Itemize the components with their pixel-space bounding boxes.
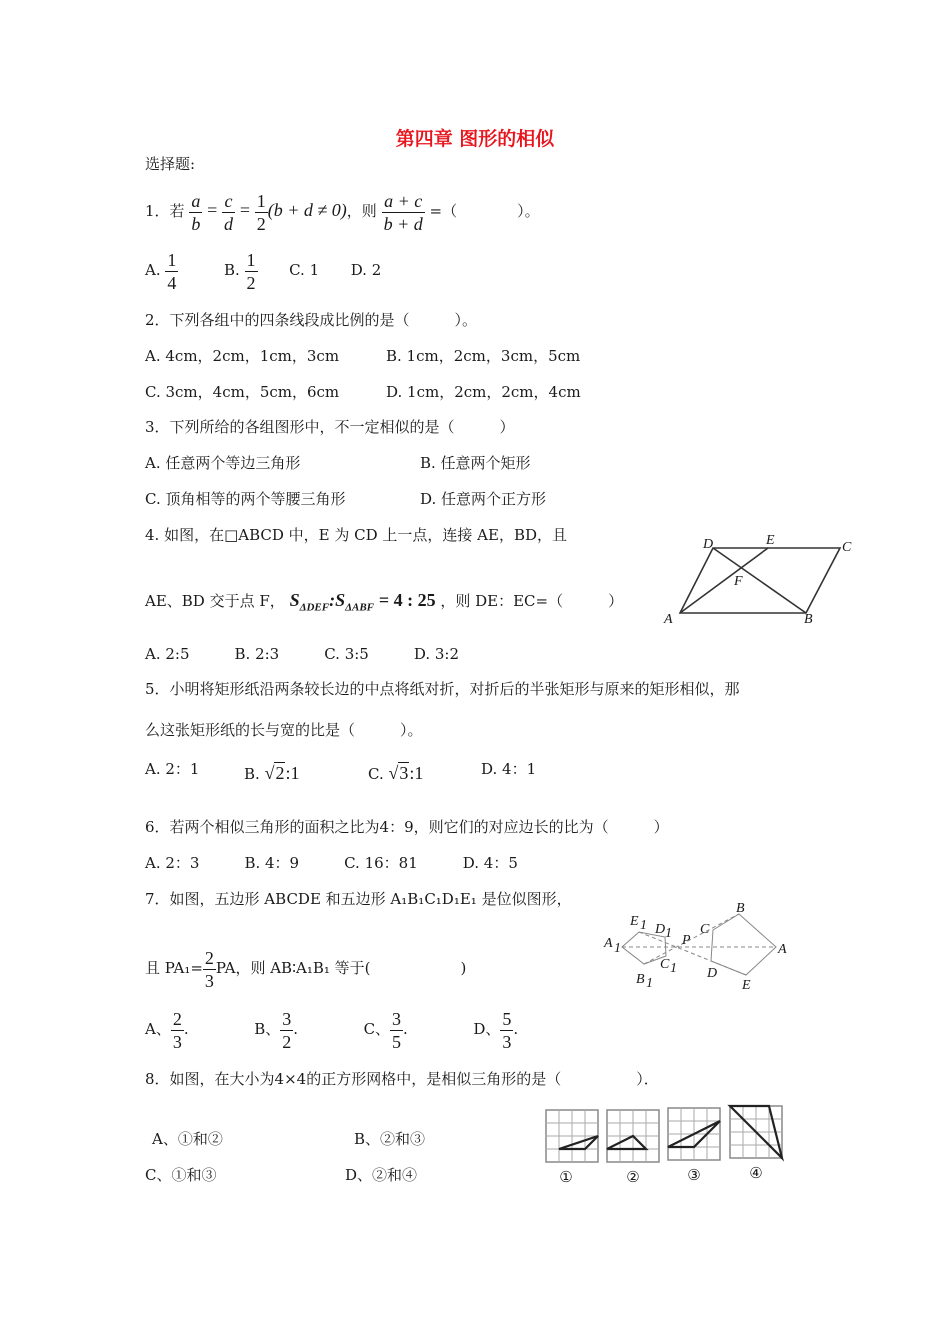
q7-option-c: C、 [363,1020,391,1038]
svg-text:1: 1 [670,961,677,976]
grid-2 [607,1110,659,1162]
segment-ae [680,548,768,613]
q1-option-a: A. [145,261,161,279]
q7-line-2a: 且 PA₁= [145,959,203,977]
q1-number: 1．若 [145,202,185,220]
area-def: $S_{\Delta DEF}$ [289,590,330,614]
grid-1 [546,1110,598,1162]
q1-tail: =（ ）。 [429,202,540,220]
q7-option-c-fraction: $\frac{3}{5}$ [392,1008,402,1052]
q7-fraction: $\frac{2}{3}$ [204,947,214,991]
q3-option-b: B. 任意两个矩形 [420,454,531,472]
label-e: E [766,533,775,548]
svg-text:1: 1 [665,926,672,941]
label-c1: C [660,957,670,972]
question-7: 7．如图，五边形 ABCDE 和五边形 A₁B₁C₁D₁E₁ 是位似图形， [145,890,572,908]
q1-option-c: C. 1 [289,261,320,279]
label-c: C [842,540,852,555]
triangle-2 [607,1136,646,1149]
fraction-c-d: $\frac{c}{d}$ [224,190,234,234]
grid-triangles-figure [540,1100,800,1190]
q4-line-2 [145,585,623,623]
q3-option-d: D. 任意两个正方形 [420,490,547,508]
label-a: A [778,942,787,957]
q1-options [145,248,381,294]
q8-option-d: D、②和④ [345,1166,418,1184]
grid-caption-3: ③ [687,1166,701,1184]
question-8: 8．如图，在大小为4×4的正方形网格中，是相似三角形的是（ ）． [145,1070,659,1088]
q2-option-d: D. 1cm，2cm，2cm，4cm [386,383,581,401]
q8-option-c: C、①和③ [145,1166,217,1184]
label-b1: B [636,972,645,987]
q8-option-b: B、②和③ [354,1130,426,1148]
q1-option-d: D. 2 [350,261,382,279]
svg-text:1: 1 [646,976,653,991]
q7-option-b: B、 [254,1020,281,1038]
sqrt-three: √3 [388,763,409,783]
homothety-pentagon-figure [600,895,800,1000]
q4-options: A. 2:5 B. 2:3 C. 3:5 D. 3:2 [145,645,459,663]
q5-option-d: D. 4：1 [481,760,537,778]
label-e: E [742,978,751,993]
q6-options: A. 2：3 B. 4：9 C. 16：81 D. 4：5 [145,854,518,872]
question-5: 5．小明将矩形纸沿两条较长边的中点将纸对折，对折后的半张矩形与原来的矩形相似，那 [145,680,740,698]
q7-option-d: D、 [473,1020,501,1038]
q1-option-b: B. [223,261,240,279]
label-a1: A [604,936,613,951]
svg-text:1: 1 [614,941,621,956]
q1-option-b-fraction: $\frac{1}{2}$ [246,249,256,293]
question-5-cont: 么这张矩形纸的长与宽的比是（ ）。 [145,721,423,739]
area-colon: : [329,590,336,610]
area-abf: $S_{\Delta ABF}$ [335,590,375,614]
section-label: 选择题: [145,155,196,173]
q1-option-a-fraction: $\frac{1}{4}$ [167,249,177,293]
label-p: P [682,933,691,948]
q5-option-b: B. √2:1 [244,763,300,783]
grid-caption-1: ① [559,1168,573,1186]
label-f: F [734,574,743,589]
q3-option-c: C. 顶角相等的两个等腰三角形 [145,490,346,508]
fraction-a-b: $\frac{a}{b}$ [191,190,201,234]
area-ratio: = 4 : 25 [378,590,436,610]
q7-option-b-fraction: $\frac{3}{2}$ [282,1008,292,1052]
q1-condition: (b + d ≠ 0) [267,200,347,220]
label-a: A [664,612,673,627]
q7-option-a: A、 [145,1020,171,1038]
q3-option-a: A. 任意两个等边三角形 [145,454,301,472]
grid-3 [668,1108,720,1160]
question-2: 2．下列各组中的四条线段成比例的是（ ）。 [145,311,478,329]
fraction-sum: $\frac{a + c}{b + d}$ [383,190,423,234]
q7-option-d-fraction: $\frac{5}{3}$ [502,1008,512,1052]
label-e1: E [630,914,639,929]
question-1: 1．若 $\frac{a}{b}$ = $\frac{c}{d}$ = $\frac{1}{2}$ (b + d ≠ 0)，则 $\frac{a + c}{b + d}$ =（ ）。 [145,190,540,234]
line-e1-e [639,932,746,975]
fraction-one-half: $\frac{1}{2}$ [256,190,266,234]
sqrt-two: √2 [264,763,285,783]
q4-line-2b: ，则 DE：EC=（ ） [440,592,624,610]
label-c: C [700,922,710,937]
segment-bd [713,548,806,613]
q2-option-a: A. 4cm，2cm，1cm，3cm [145,347,340,365]
q7-line-2b: PA，则 AB∶A₁B₁ 等于( ) [215,959,467,977]
q2-option-b: B. 1cm，2cm，3cm，5cm [386,347,581,365]
q7-option-a-fraction: $\frac{2}{3}$ [172,1008,182,1052]
q5-option-c: C. √3:1 [368,763,424,783]
parallelogram-figure [660,530,870,630]
q8-option-a: A、①和② [152,1130,223,1148]
svg-text:1: 1 [640,918,647,933]
label-d1: D [655,922,666,937]
label-b: B [804,612,813,627]
q5-option-a: A. 2：1 [145,760,200,778]
grid-caption-2: ② [626,1168,640,1186]
label-d: D [707,966,718,981]
page-title: 第四章 图形的相似 [395,128,555,150]
grid-caption-4: ④ [749,1164,763,1182]
grid-4 [730,1106,782,1158]
q7-line-2 [145,946,466,992]
question-6: 6．若两个相似三角形的面积之比为4：9，则它们的对应边长的比为（ ） [145,818,669,836]
label-b: B [736,901,745,916]
q2-option-c: C. 3cm，4cm，5cm，6cm [145,383,340,401]
triangle-1 [559,1136,598,1149]
label-d: D [703,537,714,552]
question-4: 4. 如图，在□ABCD 中，E 为 CD 上一点，连接 AE，BD，且 [145,526,568,544]
q4-line-2a: AE、BD 交于点 F， [145,592,285,610]
question-3: 3．下列所给的各组图形中，不一定相似的是（ ） [145,418,515,436]
q7-options: A、 $\frac{2}{3}$ . B、 $\frac{3}{2}$ . C、 $\frac{3}{5}$ . D、 $\frac{5}{3}$ . [145,1008,519,1052]
q1-then: ，则 [346,202,377,220]
